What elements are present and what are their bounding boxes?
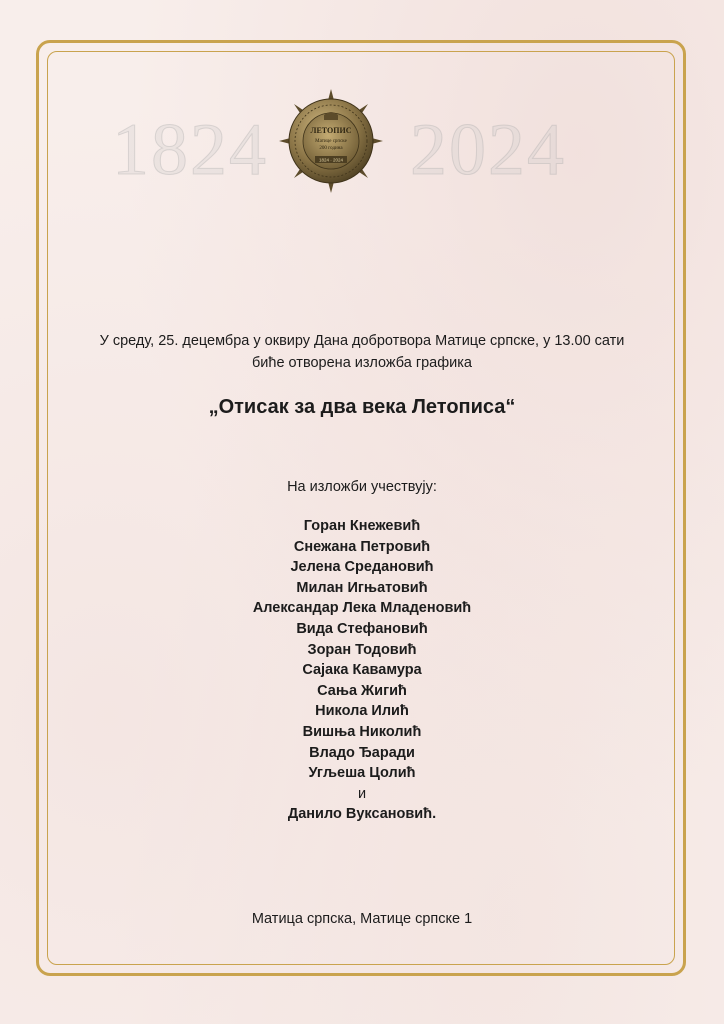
medal-line2: 200 година <box>319 146 343 151</box>
participant-name: Никола Илић <box>315 703 409 720</box>
intro-text <box>0 330 724 374</box>
conjunction: и <box>357 785 367 802</box>
intro-line-1: У среду, 25. децембра у оквиру Дана добротвора Матице српске, у 13.00 сати <box>99 333 625 349</box>
watermark-year-right: 2024 <box>410 109 566 191</box>
participant-name: Зоран Тодовић <box>307 641 417 658</box>
participant-name: Угљеша Цолић <box>308 765 416 782</box>
participant-name: Вишња Николић <box>302 723 422 740</box>
participant-name-last: Данило Вуксановић. <box>287 806 437 823</box>
exhibition-title: „Отисак за два века Летописа“ <box>208 396 516 418</box>
participant-name: Сајака Кавамура <box>302 662 422 679</box>
participant-name: Сања Жигић <box>317 682 407 699</box>
watermark-year-left: 1824 <box>112 109 268 191</box>
medal-line1: Матице српске <box>315 139 347 144</box>
participant-name: Горан Кнежевић <box>303 518 421 534</box>
letopis-medal-logo <box>278 88 384 194</box>
medal-title: ЛЕТОПИС <box>310 126 352 135</box>
participant-name: Снежана Петровић <box>293 538 431 555</box>
participant-name: Вида Стефановић <box>296 620 428 637</box>
medal-years: 1824 · 2024 <box>318 157 344 163</box>
participant-name: Милан Игњатовић <box>296 579 428 596</box>
intro-line-2: биће отворена изложба графика <box>252 355 472 371</box>
venue-address: Матица српска, Матице српске 1 <box>251 911 473 927</box>
participants-list <box>0 516 724 825</box>
participant-name: Јелена Средановић <box>290 559 434 576</box>
participants-heading: На изложби учествују: <box>287 479 437 495</box>
participant-name: Александар Лека Младеновић <box>252 600 472 617</box>
participant-name: Владо Ђаради <box>309 744 415 761</box>
